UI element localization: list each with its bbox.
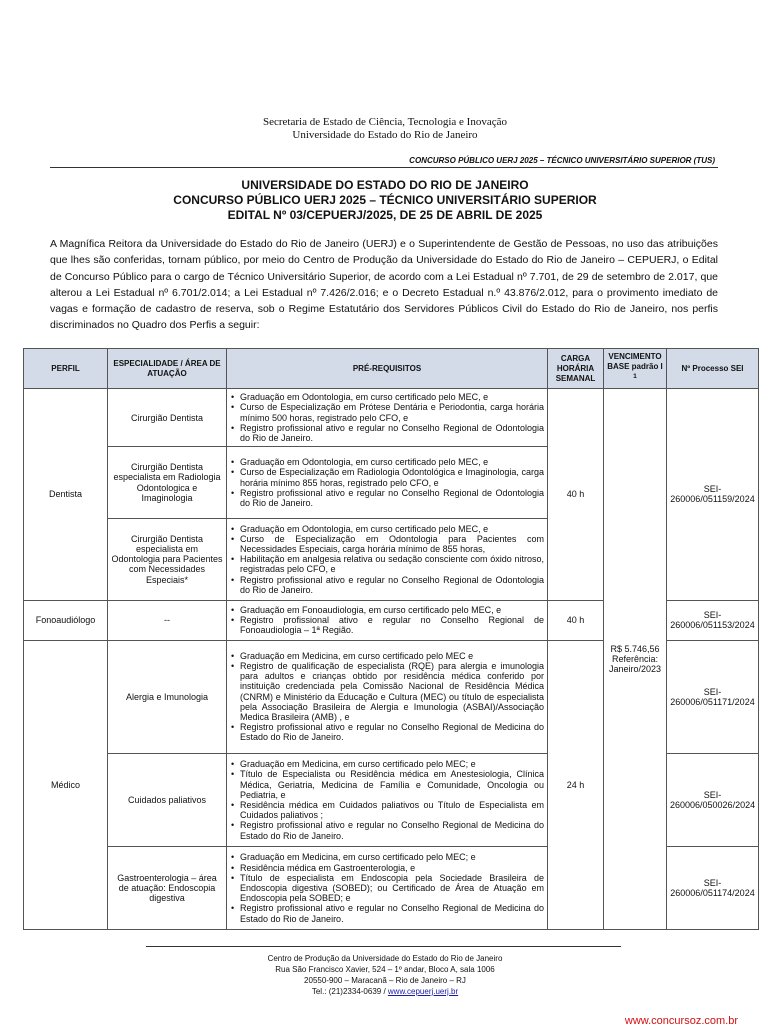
processo-cell: SEI-260006/051153/2024: [667, 600, 759, 640]
requirement-item: • Graduação em Odontologia, em curso certificado pelo MEC, e: [230, 392, 544, 402]
requirement-item: • Graduação em Odontologia, em curso certificado pelo MEC, e: [230, 524, 544, 534]
university-line: Universidade do Estado do Rio de Janeiro: [292, 129, 478, 141]
secretaria-line: Secretaria de Estado de Ciência, Tecnologia e Inovação: [263, 116, 507, 128]
requirement-item: • Registro profissional ativo e regular no Conselho Regional de Medicina do Estado do Rio de Janeiro.: [230, 820, 544, 840]
footer-phone: Tel.: (21)2334-0639 /: [311, 987, 386, 996]
profiles-table: [23, 348, 759, 930]
requirement-item: • Registro profissional ativo e regular no Conselho Regional de Fonoaudiologia – 1ª Região.: [230, 615, 544, 635]
requirement-item: • Registro profissional ativo e regular no Conselho Regional de Medicina do Estado do Rio de Janeiro.: [230, 903, 544, 923]
especialidade-cell: Cirurgião Dentista: [108, 389, 227, 447]
requisitos-cell: [227, 600, 548, 640]
carga-cell: 40 h: [548, 389, 604, 601]
intro-paragraph: A Magnífica Reitora da Universidade do Estado do Rio de Janeiro (UERJ) e o Superintendente de Gestão de Pessoas, no uso das atribuições que lhes são conferidas, tornam público, por meio do Centro de Produção da Universidade do Estado do Rio de Janeiro – CEPUERJ, o Edital de Concurso Público para o cargo de Técnico Universitário Superior, de acordo com a Lei Estadual nº 7.701, de 29 de setembro de 2.017, que alterou a Lei Estadual nº 6.701/2.014; a Lei Estadual nº 7.426/2.016; e o Decreto Estadual n.º 43.876/2.012, para o provimento imediato de vagas e formação de cadastro de reserva, sob o Regime Estatutário dos Servidores Públicos Civil do Estado do Rio de Janeiro, nos perfis discriminados no Quadro dos Perfis a seguir:: [50, 238, 718, 332]
especialidade-cell: Alergia e Imunologia: [108, 640, 227, 753]
footer-divider: [146, 946, 621, 947]
requirement-item: • Título de especialista em Endoscopia pela Sociedade Brasileira de Endoscopia digestiva (SOBED); ou Certificado de Área de Atuação em Endoscopia pela SOBED; e: [230, 873, 544, 904]
footer: [0, 953, 770, 997]
footer-line-3: 20550-900 – Maracanã – Rio de Janeiro – RJ: [304, 976, 466, 985]
requirement-item: • Habilitação em analgesia relativa ou sedação consciente com óxido nitroso, registradas pelo CFO, e: [230, 554, 544, 574]
footer-contact: [0, 986, 770, 997]
requirement-item: • Graduação em Medicina, em curso certificado pelo MEC e: [230, 651, 544, 661]
requisitos-cell: [227, 447, 548, 519]
requirement-item: • Registro profissional ativo e regular no Conselho Regional de Medicina do Estado do Rio de Janeiro.: [230, 722, 544, 742]
requisitos-cell: [227, 389, 548, 447]
requirement-item: • Registro profissional ativo e regular no Conselho Regional de Odontologia do Rio de Janeiro.: [230, 423, 544, 443]
carga-cell: 24 h: [548, 640, 604, 929]
requisitos-cell: [227, 640, 548, 753]
requirement-item: • Curso de Especialização em Odontologia para Pacientes com Necessidades Especiais, carga horária mínimo de 855 horas,: [230, 534, 544, 554]
especialidade-cell: Cuidados paliativos: [108, 753, 227, 847]
processo-cell: SEI-260006/051171/2024: [667, 640, 759, 753]
title-line-2: CONCURSO PÚBLICO UERJ 2025 – TÉCNICO UNIVERSITÁRIO SUPERIOR: [173, 193, 597, 207]
vencimento-cell: R$ 5.746,56 Referência: Janeiro/2023: [604, 389, 667, 930]
requisitos-cell: [227, 753, 548, 847]
header-vencimento-label: VENCIMENTO BASE padrão I: [607, 352, 663, 372]
processo-cell: SEI-260006/051174/2024: [667, 847, 759, 930]
header-divider: [50, 167, 718, 168]
title-line-1: UNIVERSIDADE DO ESTADO DO RIO DE JANEIRO: [241, 178, 529, 192]
requirement-item: • Graduação em Medicina, em curso certificado pelo MEC; e: [230, 852, 544, 862]
perfil-cell: Fonoaudiólogo: [24, 600, 108, 640]
government-header: [0, 116, 770, 142]
requirement-item: • Graduação em Medicina, em curso certificado pelo MEC; e: [230, 759, 544, 769]
requirement-item: • Título de Especialista ou Residência médica em Anestesiologia, Clínica Médica, Geriatria, Medicina de Família e Comunidade, Oncologia ou Pediatria, e: [230, 769, 544, 800]
table-header-row: [24, 349, 759, 389]
table-row: [24, 389, 759, 447]
header-especialidade: ESPECIALIDADE / ÁREA DE ATUAÇÃO: [108, 349, 227, 389]
processo-cell: SEI-260006/050026/2024: [667, 753, 759, 847]
requirement-item: • Registro profissional ativo e regular no Conselho Regional de Odontologia do Rio de Janeiro.: [230, 575, 544, 595]
carga-cell: 40 h: [548, 600, 604, 640]
perfil-cell: Médico: [24, 640, 108, 929]
header-requisitos: PRÉ-REQUISITOS: [227, 349, 548, 389]
watermark: www.concursoz.com.br: [624, 1015, 738, 1027]
document-title: [0, 178, 770, 223]
running-title: CONCURSO PÚBLICO UERJ 2025 – TÉCNICO UNIVERSITÁRIO SUPERIOR (TUS): [409, 156, 715, 165]
perfil-cell: Dentista: [24, 389, 108, 601]
requirement-item: • Graduação em Fonoaudiologia, em curso certificado pelo MEC, e: [230, 605, 544, 615]
processo-cell: SEI-260006/051159/2024: [667, 389, 759, 601]
requirement-item: • Registro de qualificação de especialista (RQE) para alergia e imunologia para adultos e crianças obtido por residência médica conferido por instituição credenciada pela Comissão Nacional de Residência Médica (CNRM) e Ministério da Educação e Cultura (MEC) ou título de especialista pela Associação Brasileira de Alergia e Imunologia (ASBAI)/Associação Medica Brasileira (AMB) , e: [230, 661, 544, 722]
footer-line-2: Rua São Francisco Xavier, 524 – 1º andar, Bloco A, sala 1006: [275, 965, 495, 974]
header-vencimento: [604, 349, 667, 389]
requirement-item: • Residência médica em Gastroenterologia, e: [230, 863, 544, 873]
especialidade-cell: Cirurgião Dentista especialista em Odontologia para Pacientes com Necessidades Especiais*: [108, 518, 227, 600]
especialidade-cell: Cirurgião Dentista especialista em Radiologia Odontologica e Imaginologia: [108, 447, 227, 519]
requirement-item: • Graduação em Odontologia, em curso certificado pelo MEC, e: [230, 457, 544, 467]
header-perfil: PERFIL: [24, 349, 108, 389]
especialidade-cell: Gastroenterologia – área de atuação: Endoscopia digestiva: [108, 847, 227, 930]
requisitos-cell: [227, 847, 548, 930]
requirement-item: • Curso de Especialização em Radiologia Odontológica e Imaginologia, carga horária mínimo 855 horas, registrado pelo CFO, e: [230, 467, 544, 487]
footer-website-link[interactable]: www.cepuerj.uerj.br: [387, 987, 459, 996]
requisitos-cell: [227, 518, 548, 600]
requirement-item: • Registro profissional ativo e regular no Conselho Regional de Odontologia do Rio de Janeiro.: [230, 488, 544, 508]
vencimento-footnote-mark: 1: [633, 373, 637, 381]
header-carga: CARGA HORÁRIA SEMANAL: [548, 349, 604, 389]
requirement-item: • Curso de Especialização em Prótese Dentária e Periodontia, carga horária mínimo 500 horas, registrado pelo CFO, e: [230, 402, 544, 422]
especialidade-cell: --: [108, 600, 227, 640]
requirement-item: • Residência médica em Cuidados paliativos ou Título de Especialista em Cuidados paliativos ;: [230, 800, 544, 820]
header-processo: Nº Processo SEI: [667, 349, 759, 389]
footer-line-1: Centro de Produção da Universidade do Estado do Rio de Janeiro: [267, 954, 503, 963]
title-line-3: EDITAL Nº 03/CEPUERJ/2025, DE 25 DE ABRIL DE 2025: [227, 208, 543, 222]
